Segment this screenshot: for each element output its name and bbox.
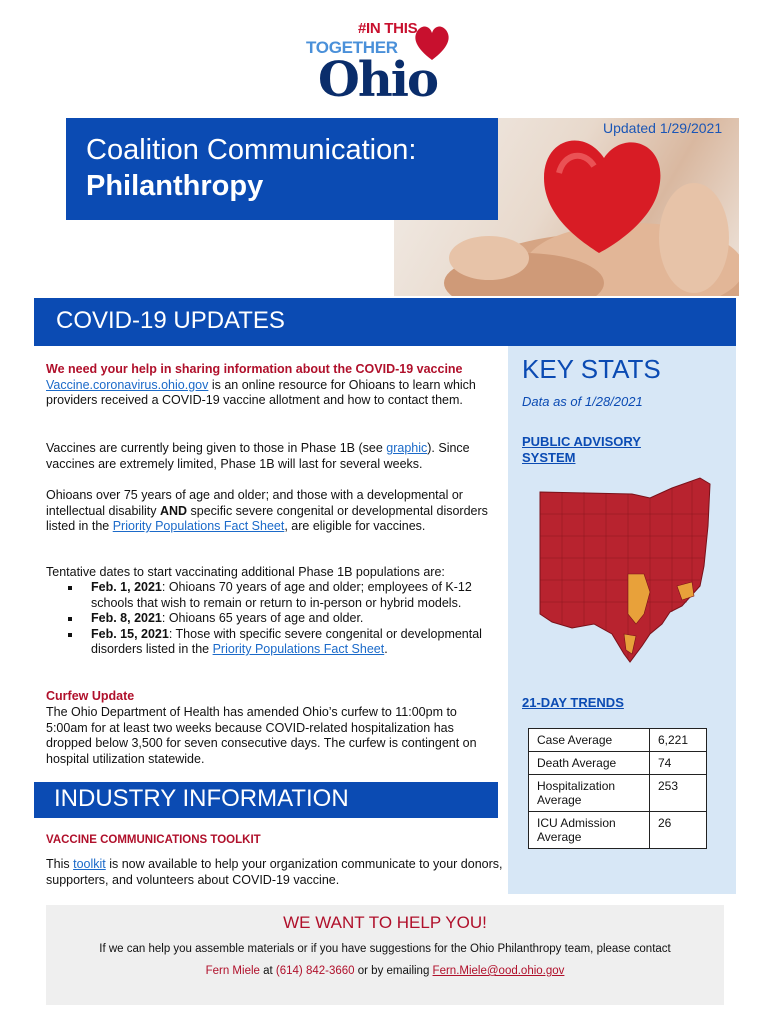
stat-label: Case Average xyxy=(529,729,650,752)
tentative-dates-intro: Tentative dates to start vaccinating additional Phase 1B populations are: xyxy=(46,565,445,579)
key-stats-title: KEY STATS xyxy=(522,354,661,384)
logo-line-1: #IN THIS xyxy=(358,20,418,37)
heart-icon xyxy=(412,24,452,62)
stat-value: 26 xyxy=(650,812,707,849)
covid-updates-header xyxy=(34,298,736,346)
curfew-heading: Curfew Update xyxy=(46,689,135,703)
title-box xyxy=(66,118,498,220)
bullet-square-icon xyxy=(68,617,72,621)
phase-1b-paragraph xyxy=(46,441,506,472)
logo-line-2: TOGETHER xyxy=(306,38,398,57)
toolkit-text-a: This xyxy=(46,857,74,871)
graphic-link[interactable]: graphic xyxy=(386,441,428,455)
table-row xyxy=(529,752,707,775)
covid-updates-title: COVID-19 UPDATES xyxy=(56,307,285,334)
curfew-text: The Ohio Department of Health has amended Ohio’s curfew to 11:00pm to 5:00am for at least two weeks because COVID-related hospitalization has dropped below 3,500 for seven consecutive days. The curfew is contingent on hospital utilization statewide. xyxy=(46,705,477,766)
contact-phone: (614) 842-3660 xyxy=(275,965,355,977)
industry-info-title: INDUSTRY INFORMATION xyxy=(54,785,349,812)
bullet-date: Feb. 1, 2021 xyxy=(91,580,162,594)
list-item xyxy=(64,580,494,611)
contact-or: or by emailing xyxy=(354,965,433,977)
public-advisory-heading[interactable]: PUBLIC ADVISORY SYSTEM xyxy=(522,434,641,465)
key-stats-date: Data as of 1/28/2021 xyxy=(522,394,643,409)
eligibility-paragraph xyxy=(46,488,501,535)
vaccine-info-paragraph xyxy=(46,362,506,409)
stat-label: Death Average xyxy=(529,752,650,775)
toolkit-paragraph xyxy=(46,857,506,888)
logo-line-3: Ohio xyxy=(318,52,437,108)
help-title: WE WANT TO HELP YOU! xyxy=(283,913,487,932)
toolkit-heading: VACCINE COMMUNICATIONS TOOLKIT xyxy=(46,834,261,846)
bullet-square-icon xyxy=(68,586,72,590)
stat-label: ICU Admission Average xyxy=(529,812,650,849)
contact-name: Fern Miele xyxy=(205,965,260,977)
eligibility-and: AND xyxy=(159,503,188,518)
ohio-advisory-map xyxy=(532,474,722,670)
bullet-date: Feb. 8, 2021 xyxy=(91,611,162,625)
bullet-date: Feb. 15, 2021 xyxy=(91,626,169,641)
bullet-text: : Ohioans 70 years of age and older; employees of K-12 schools that wish to remain or return to in-person or hybrid models. xyxy=(91,580,472,610)
eligibility-text-b: specific severe congenital or developmental disorders listed in the xyxy=(46,503,488,533)
vaccine-info-heading: We need your help in sharing information about the COVID-19 vaccine xyxy=(46,362,463,376)
bullet-text: : Those with specific severe congenital or developmental disorders listed in the xyxy=(91,626,482,656)
stat-value: 74 xyxy=(650,752,707,775)
table-row xyxy=(529,775,707,812)
toolkit-link[interactable]: toolkit xyxy=(73,857,106,871)
trends-table xyxy=(528,728,707,849)
help-callout xyxy=(46,905,724,1005)
eligibility-text-a: Ohioans over 75 years of age and older; and those with a developmental or intellectual disability xyxy=(46,488,463,518)
priority-fact-sheet-link[interactable]: Priority Populations Fact Sheet xyxy=(212,642,385,656)
stat-value: 6,221 xyxy=(650,729,707,752)
phase-text-a: Vaccines are currently being given to those in Phase 1B (see xyxy=(46,441,387,455)
page-title: Coalition Communication: xyxy=(86,134,417,166)
industry-info-header xyxy=(34,782,498,818)
in-this-together-ohio-logo xyxy=(300,18,470,110)
eligibility-text-c: , are eligible for vaccines. xyxy=(284,519,426,533)
table-row xyxy=(529,729,707,752)
stat-value: 253 xyxy=(650,775,707,812)
vaccine-site-link[interactable]: Vaccine.coronavirus.ohio.gov xyxy=(46,377,209,392)
contact-at: at xyxy=(259,965,276,977)
priority-fact-sheet-link[interactable]: Priority Populations Fact Sheet xyxy=(112,519,285,533)
page-subtitle: Philanthropy xyxy=(86,170,264,202)
help-text: If we can help you assemble materials or if you have suggestions for the Ohio Philanthropy team, please contact xyxy=(99,943,671,955)
tentative-dates-list xyxy=(64,580,494,658)
contact-line xyxy=(46,965,724,977)
updated-date: Updated 1/29/2021 xyxy=(603,120,723,136)
phase-text-b: ). Since vaccines are extremely limited, Phase 1B will last for several weeks. xyxy=(46,441,470,471)
stat-label: Hospitalization Average xyxy=(529,775,650,812)
list-item xyxy=(64,627,494,658)
bullet-tail: . xyxy=(384,642,388,656)
contact-email-link[interactable]: Fern.Miele@ood.ohio.gov xyxy=(432,965,565,977)
vaccine-info-text: is an online resource for Ohioans to learn which providers received a COVID-19 vaccine allotment and how to contact them. xyxy=(46,377,476,407)
bullet-text: : Ohioans 65 years of age and older. xyxy=(161,611,364,625)
bullet-square-icon xyxy=(68,633,72,637)
toolkit-text-b: is now available to help your organization communicate to your donors, supporters, and volunteers about COVID-19 vaccine. xyxy=(46,857,503,887)
trends-heading: 21-DAY TRENDS xyxy=(522,695,624,710)
list-item xyxy=(64,611,494,627)
table-row xyxy=(529,812,707,849)
